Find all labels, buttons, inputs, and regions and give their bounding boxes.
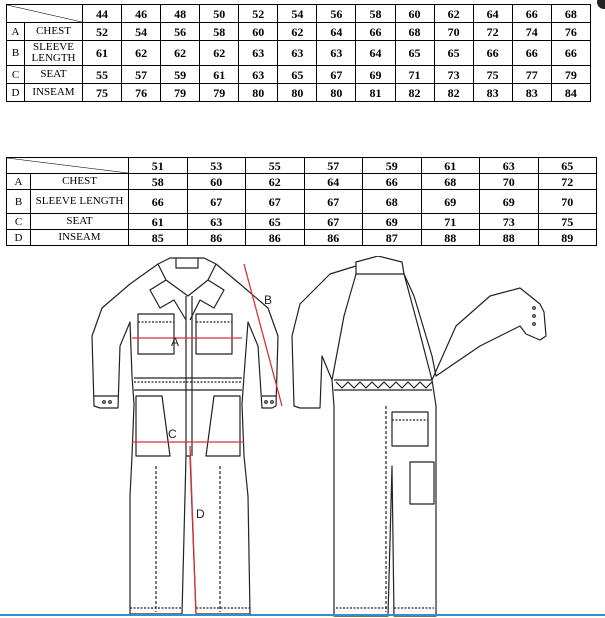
measure-value-cell: 62 <box>246 174 305 190</box>
measure-value-cell: 64 <box>317 23 356 41</box>
measure-value-cell: 69 <box>480 190 539 214</box>
row-label: CHEST <box>31 174 129 190</box>
coverall-front-view <box>92 258 278 614</box>
row-letter: D <box>7 84 25 102</box>
measure-value-cell: 59 <box>161 66 200 84</box>
size-header-cell: 52 <box>239 5 278 23</box>
row-letter: B <box>7 190 31 214</box>
measure-value-cell: 84 <box>551 84 590 102</box>
size-header-cell: 50 <box>200 5 239 23</box>
row-letter: A <box>7 23 25 41</box>
measure-value-cell: 66 <box>129 190 188 214</box>
size-header-cell: 65 <box>538 158 597 174</box>
row-label: SLEEVE LENGTH <box>25 41 83 66</box>
measure-value-cell: 66 <box>363 174 422 190</box>
measure-value-cell: 68 <box>421 174 480 190</box>
measure-value-cell: 63 <box>278 41 317 66</box>
row-letter: D <box>7 230 31 246</box>
measure-value-cell: 82 <box>434 84 473 102</box>
corner-mark-icon <box>592 0 605 14</box>
measure-value-cell: 70 <box>480 174 539 190</box>
size-header-row <box>7 158 597 174</box>
measure-value-cell: 68 <box>395 23 434 41</box>
measure-value-cell: 67 <box>304 214 363 230</box>
measure-value-cell: 66 <box>512 41 551 66</box>
measure-value-cell: 66 <box>473 41 512 66</box>
diagonal-divider-icon <box>7 158 128 173</box>
size-header-cell: 63 <box>480 158 539 174</box>
measure-value-cell: 77 <box>512 66 551 84</box>
size-header-cell: 54 <box>278 5 317 23</box>
measure-value-cell: 61 <box>83 41 122 66</box>
measure-value-cell: 85 <box>129 230 188 246</box>
measure-value-cell: 65 <box>434 41 473 66</box>
measure-label-b: B <box>264 293 273 307</box>
measure-value-cell: 61 <box>200 66 239 84</box>
measure-value-cell: 62 <box>122 41 161 66</box>
measure-value-cell: 63 <box>317 41 356 66</box>
measure-value-cell: 81 <box>356 84 395 102</box>
size-header-cell: 55 <box>246 158 305 174</box>
measure-value-cell: 55 <box>83 66 122 84</box>
measure-value-cell: 56 <box>161 23 200 41</box>
measure-value-cell: 68 <box>363 190 422 214</box>
measure-value-cell: 69 <box>363 214 422 230</box>
measure-value-cell: 57 <box>122 66 161 84</box>
measure-value-cell: 64 <box>356 41 395 66</box>
measure-value-cell: 61 <box>129 214 188 230</box>
measure-value-cell: 82 <box>395 84 434 102</box>
size-header-cell: 66 <box>512 5 551 23</box>
size-header-cell: 59 <box>363 158 422 174</box>
measure-label-a: A <box>171 335 180 349</box>
measure-value-cell: 64 <box>304 174 363 190</box>
size-header-cell: 68 <box>551 5 590 23</box>
measure-value-cell: 75 <box>83 84 122 102</box>
measure-value-cell: 71 <box>421 214 480 230</box>
measure-value-cell: 87 <box>363 230 422 246</box>
measure-value-cell: 79 <box>200 84 239 102</box>
measure-value-cell: 60 <box>187 174 246 190</box>
coverall-diagram <box>0 256 605 618</box>
size-header-cell: 61 <box>421 158 480 174</box>
measure-value-cell: 70 <box>538 190 597 214</box>
measure-row <box>7 214 597 230</box>
measure-value-cell: 63 <box>239 41 278 66</box>
measure-row <box>7 84 591 102</box>
row-label: SLEEVE LENGTH <box>31 190 129 214</box>
size-chart-table-top <box>6 4 591 102</box>
measure-value-cell: 72 <box>473 23 512 41</box>
size-header-cell: 44 <box>83 5 122 23</box>
measure-value-cell: 83 <box>473 84 512 102</box>
measure-value-cell: 54 <box>122 23 161 41</box>
measure-value-cell: 80 <box>239 84 278 102</box>
measure-value-cell: 62 <box>200 41 239 66</box>
size-header-cell: 57 <box>304 158 363 174</box>
measure-value-cell: 67 <box>246 190 305 214</box>
measure-value-cell: 60 <box>239 23 278 41</box>
measure-row <box>7 41 591 66</box>
measure-value-cell: 62 <box>278 23 317 41</box>
measure-value-cell: 66 <box>356 23 395 41</box>
measure-value-cell: 65 <box>395 41 434 66</box>
measure-value-cell: 67 <box>304 190 363 214</box>
measure-value-cell: 62 <box>161 41 200 66</box>
measure-value-cell: 80 <box>278 84 317 102</box>
row-letter: A <box>7 174 31 190</box>
row-label: SEAT <box>31 214 129 230</box>
measure-value-cell: 79 <box>551 66 590 84</box>
measure-row <box>7 230 597 246</box>
measure-value-cell: 76 <box>122 84 161 102</box>
header-corner-cell <box>7 5 83 23</box>
bottom-accent-line <box>0 614 605 616</box>
size-header-cell: 48 <box>161 5 200 23</box>
row-label: INSEAM <box>25 84 83 102</box>
measure-value-cell: 65 <box>278 66 317 84</box>
measure-value-cell: 67 <box>187 190 246 214</box>
measure-value-cell: 89 <box>538 230 597 246</box>
row-letter: B <box>7 41 25 66</box>
measure-value-cell: 69 <box>356 66 395 84</box>
measure-row <box>7 66 591 84</box>
measure-value-cell: 86 <box>187 230 246 246</box>
size-header-cell: 46 <box>122 5 161 23</box>
measure-value-cell: 73 <box>434 66 473 84</box>
measure-value-cell: 58 <box>200 23 239 41</box>
measure-label-c: C <box>168 427 177 441</box>
measure-row <box>7 23 591 41</box>
row-label: SEAT <box>25 66 83 84</box>
measure-row <box>7 190 597 214</box>
size-header-cell: 60 <box>395 5 434 23</box>
measure-value-cell: 75 <box>473 66 512 84</box>
measure-value-cell: 79 <box>161 84 200 102</box>
measure-value-cell: 65 <box>246 214 305 230</box>
measure-value-cell: 88 <box>421 230 480 246</box>
measure-value-cell: 74 <box>512 23 551 41</box>
measure-value-cell: 58 <box>129 174 188 190</box>
row-label: CHEST <box>25 23 83 41</box>
size-header-cell: 58 <box>356 5 395 23</box>
row-letter: C <box>7 66 25 84</box>
measure-value-cell: 83 <box>512 84 551 102</box>
measure-row <box>7 174 597 190</box>
measure-value-cell: 71 <box>395 66 434 84</box>
measure-value-cell: 75 <box>538 214 597 230</box>
diagonal-divider-icon <box>7 5 82 22</box>
size-header-cell: 56 <box>317 5 356 23</box>
measure-value-cell: 63 <box>187 214 246 230</box>
measure-value-cell: 67 <box>317 66 356 84</box>
row-label: INSEAM <box>31 230 129 246</box>
measure-value-cell: 86 <box>304 230 363 246</box>
size-header-cell: 62 <box>434 5 473 23</box>
row-letter: C <box>7 214 31 230</box>
size-header-cell: 51 <box>129 158 188 174</box>
measure-value-cell: 73 <box>480 214 539 230</box>
measure-value-cell: 70 <box>434 23 473 41</box>
size-header-cell: 64 <box>473 5 512 23</box>
measure-label-d: D <box>196 507 205 521</box>
measure-value-cell: 69 <box>421 190 480 214</box>
measure-value-cell: 63 <box>239 66 278 84</box>
size-header-cell: 53 <box>187 158 246 174</box>
measure-value-cell: 72 <box>538 174 597 190</box>
header-corner-cell <box>7 158 129 174</box>
measure-value-cell: 86 <box>246 230 305 246</box>
coverall-back-view <box>292 256 546 616</box>
measure-value-cell: 66 <box>551 41 590 66</box>
measure-value-cell: 52 <box>83 23 122 41</box>
measure-value-cell: 76 <box>551 23 590 41</box>
size-header-row <box>7 5 591 23</box>
measure-value-cell: 88 <box>480 230 539 246</box>
size-chart-table-bottom <box>6 157 597 246</box>
measure-value-cell: 80 <box>317 84 356 102</box>
